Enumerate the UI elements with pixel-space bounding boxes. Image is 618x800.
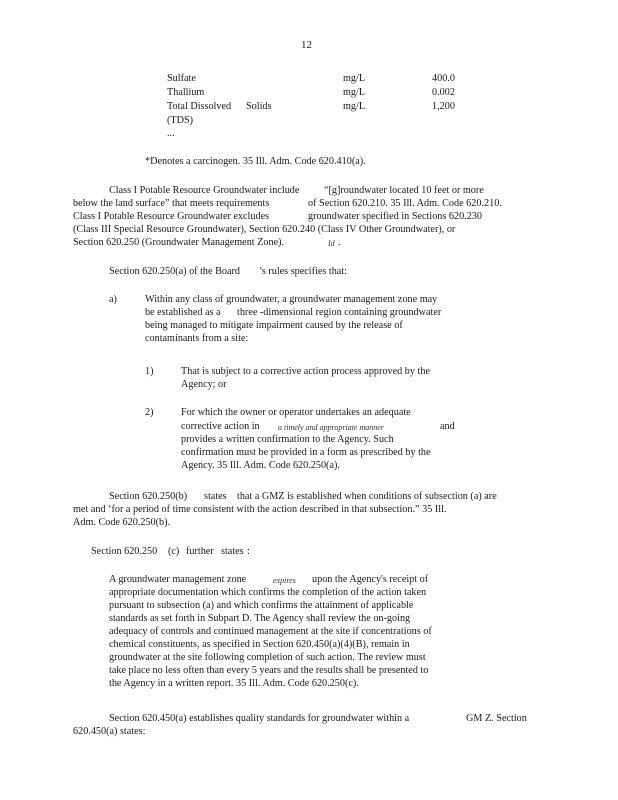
- text-line: Section 620.250: [91, 546, 158, 557]
- table-cell-constituent: Total Dissolved: [167, 101, 232, 112]
- text-line: Section 620.250(a) of the Board: [109, 266, 240, 277]
- text-line: “[g]roundwater located 10 feet or more: [324, 185, 484, 196]
- italic-phrase: a timely and appropriate manner: [278, 423, 384, 432]
- text-line: below the land surface” that meets requirements: [73, 198, 270, 209]
- text-line: groundwater specified in Sections 620.230: [308, 211, 482, 222]
- text-line: (c): [168, 546, 180, 557]
- text-line: states: [221, 546, 244, 557]
- text-line: :: [247, 546, 250, 557]
- table-cell-value: 400.0: [432, 73, 455, 84]
- text-line: appropriate documentation which confirms the completion of the action taken: [109, 587, 427, 598]
- text-line: GM Z. Section: [466, 713, 527, 724]
- table-cell-unit: mg/L: [343, 73, 366, 84]
- text-line: .: [338, 237, 341, 248]
- text-line: That is subject to a corrective action process approved by the: [181, 366, 430, 377]
- list-label: 2): [145, 407, 154, 418]
- text-line: Section 620.250(b): [109, 491, 188, 502]
- table-cell-abbrev: (TDS): [167, 115, 194, 126]
- text-line: For which the owner or operator undertakes an adequate: [181, 407, 411, 418]
- text-line: be established as a: [145, 307, 221, 318]
- text-line: pursuant to subsection (a) and which confirms the attainment of applicable: [109, 600, 414, 611]
- text-line: and: [440, 421, 455, 432]
- text-line: that a GMZ is established when conditions of subsection (a) are: [237, 491, 497, 502]
- list-label: a): [109, 294, 117, 305]
- text-line: confirmation must be provided in a form as prescribed by the: [181, 447, 431, 458]
- italic-word: expires: [273, 576, 296, 585]
- text-line: the Agency in a written report. 35 Ill. Adm. Code 620.250(c).: [109, 678, 359, 689]
- text-line: chemical constituents, as specified in Section 620.450(a)(4)(B), remain in: [109, 639, 410, 650]
- table-cell-unit: mg/L: [343, 101, 366, 112]
- text-line: further: [186, 546, 214, 557]
- text-line: Section 620.450(a) establishes quality standards for groundwater within a: [109, 713, 410, 724]
- italic-citation: Id: [328, 239, 335, 248]
- text-line: groundwater at the site following completion of such action. The review must: [109, 652, 426, 663]
- carcinogen-footnote: *Denotes a carcinogen. 35 Ill. Adm. Code 620.410(a).: [145, 156, 366, 167]
- text-line: adequacy of controls and continued management at the site if concentrations of: [109, 626, 432, 637]
- text-line: Agency. 35 Ill. Adm. Code 620.250(a).: [181, 460, 340, 471]
- text-line: being managed to mitigate impairment caused by the release of: [145, 320, 403, 331]
- text-line: three -dimensional region containing groundwater: [237, 307, 442, 318]
- text-line: contaminants from a site:: [145, 333, 249, 344]
- text-line: A groundwater management zone: [109, 574, 247, 585]
- table-cell-constituent: Sulfate: [167, 73, 196, 84]
- text-line: (Class III Special Resource Groundwater), Section 620.240 (Class IV Other Groundwater), or: [73, 224, 456, 235]
- table-ellipsis: ...: [167, 128, 175, 139]
- text-line: 620.450(a) states:: [73, 726, 146, 737]
- text-line: Class I Potable Resource Groundwater excludes: [73, 211, 270, 222]
- text-line: states: [204, 491, 227, 502]
- text-line: ’s rules specifies that:: [259, 266, 347, 277]
- text-line: upon the Agency's receipt of: [312, 574, 429, 585]
- text-line: corrective action in: [181, 421, 260, 432]
- text-line: take place no less often than every 5 years and the results shall be presented to: [109, 665, 429, 676]
- text-line: Class I Potable Resource Groundwater include: [109, 185, 300, 196]
- text-line: of Section 620.210. 35 Ill. Adm. Code 620.210.: [308, 198, 502, 209]
- text-line: met and ‘for a period of time consistent with the action described in that subsection.” 35 Ill.: [73, 504, 447, 515]
- text-line: Section 620.250 (Groundwater Management Zone).: [73, 237, 285, 248]
- table-cell-constituent-cont: Solids: [246, 101, 272, 112]
- text-line: provides a written confirmation to the Agency. Such: [181, 434, 394, 445]
- text-line: Agency; or: [181, 379, 227, 390]
- table-cell-value: 1,200: [432, 101, 455, 112]
- text-line: Within any class of groundwater, a groundwater management zone may: [145, 294, 438, 305]
- text-line: Adm. Code 620.250(b).: [73, 517, 171, 528]
- text-line: standards as set forth in Subpart D. The Agency shall review the on-going: [109, 613, 411, 624]
- list-label: 1): [145, 366, 154, 377]
- table-cell-constituent: Thallium: [167, 87, 205, 98]
- page-number: 12: [301, 39, 312, 51]
- table-cell-unit: mg/L: [343, 87, 366, 98]
- table-cell-value: 0.002: [432, 87, 455, 98]
